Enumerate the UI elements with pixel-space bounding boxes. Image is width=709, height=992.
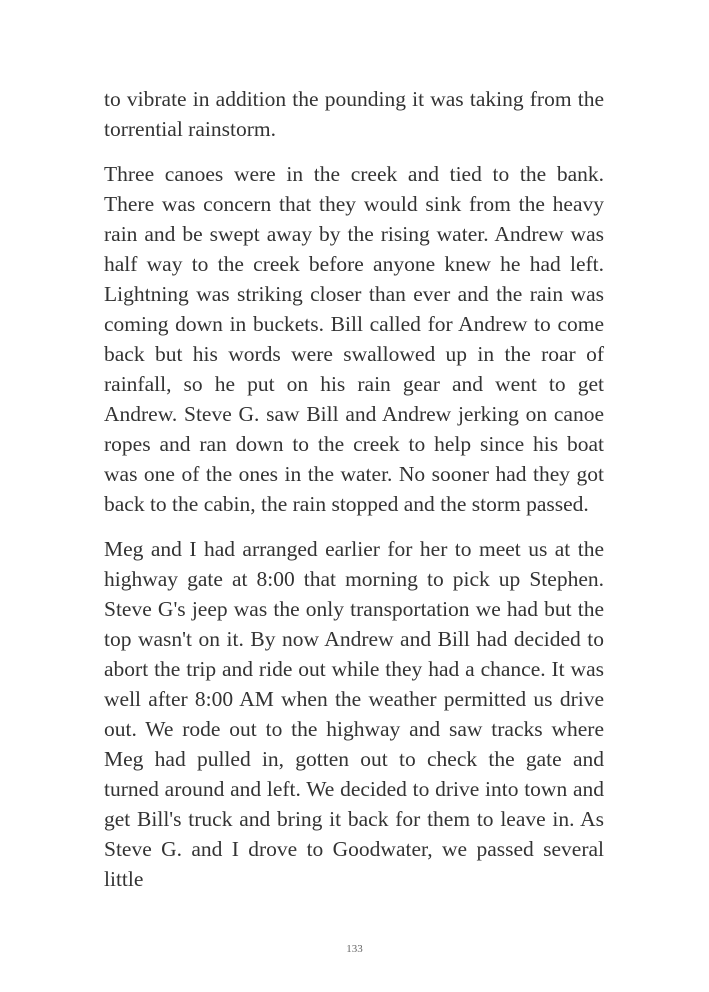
paragraph-1: to vibrate in addition the pounding it was taking from the torrential rainstorm. — [104, 87, 604, 141]
page-number: 133 — [346, 943, 363, 955]
paragraph-2: Three canoes were in the creek and tied to the bank. There was concern that they would sink from the heavy rain and be swept away by the rising water. Andrew was half way to the creek before anyone knew he had left. Lightning was striking closer than ever and the rain was coming down in buckets. Bill called for Andrew to come back but his words were swallowed up in the roar of rainfall, so he put on his rain gear and went to get Andrew. Steve G. saw Bill and Andrew jerking on canoe ropes and ran down to the creek to help since his boat was one of the ones in the water. No sooner had they got back to the cabin, the rain stopped and the storm passed. — [104, 162, 604, 516]
body-text — [104, 84, 604, 909]
paragraph-3: Meg and I had arranged earlier for her to meet us at the highway gate at 8:00 that morning to pick up Stephen. Steve G's jeep was the only transportation we had but the top wasn't on it. By now Andrew and Bill had decided to abort the trip and ride out while they had a chance. It was well after 8:00 AM when the weather permitted us drive out. We rode out to the highway and saw tracks where Meg had pulled in, gotten out to check the gate and turned around and left. We decided to drive into town and get Bill's truck and bring it back for them to leave in. As Steve G. and I drove to Goodwater, we passed several little — [104, 537, 604, 891]
